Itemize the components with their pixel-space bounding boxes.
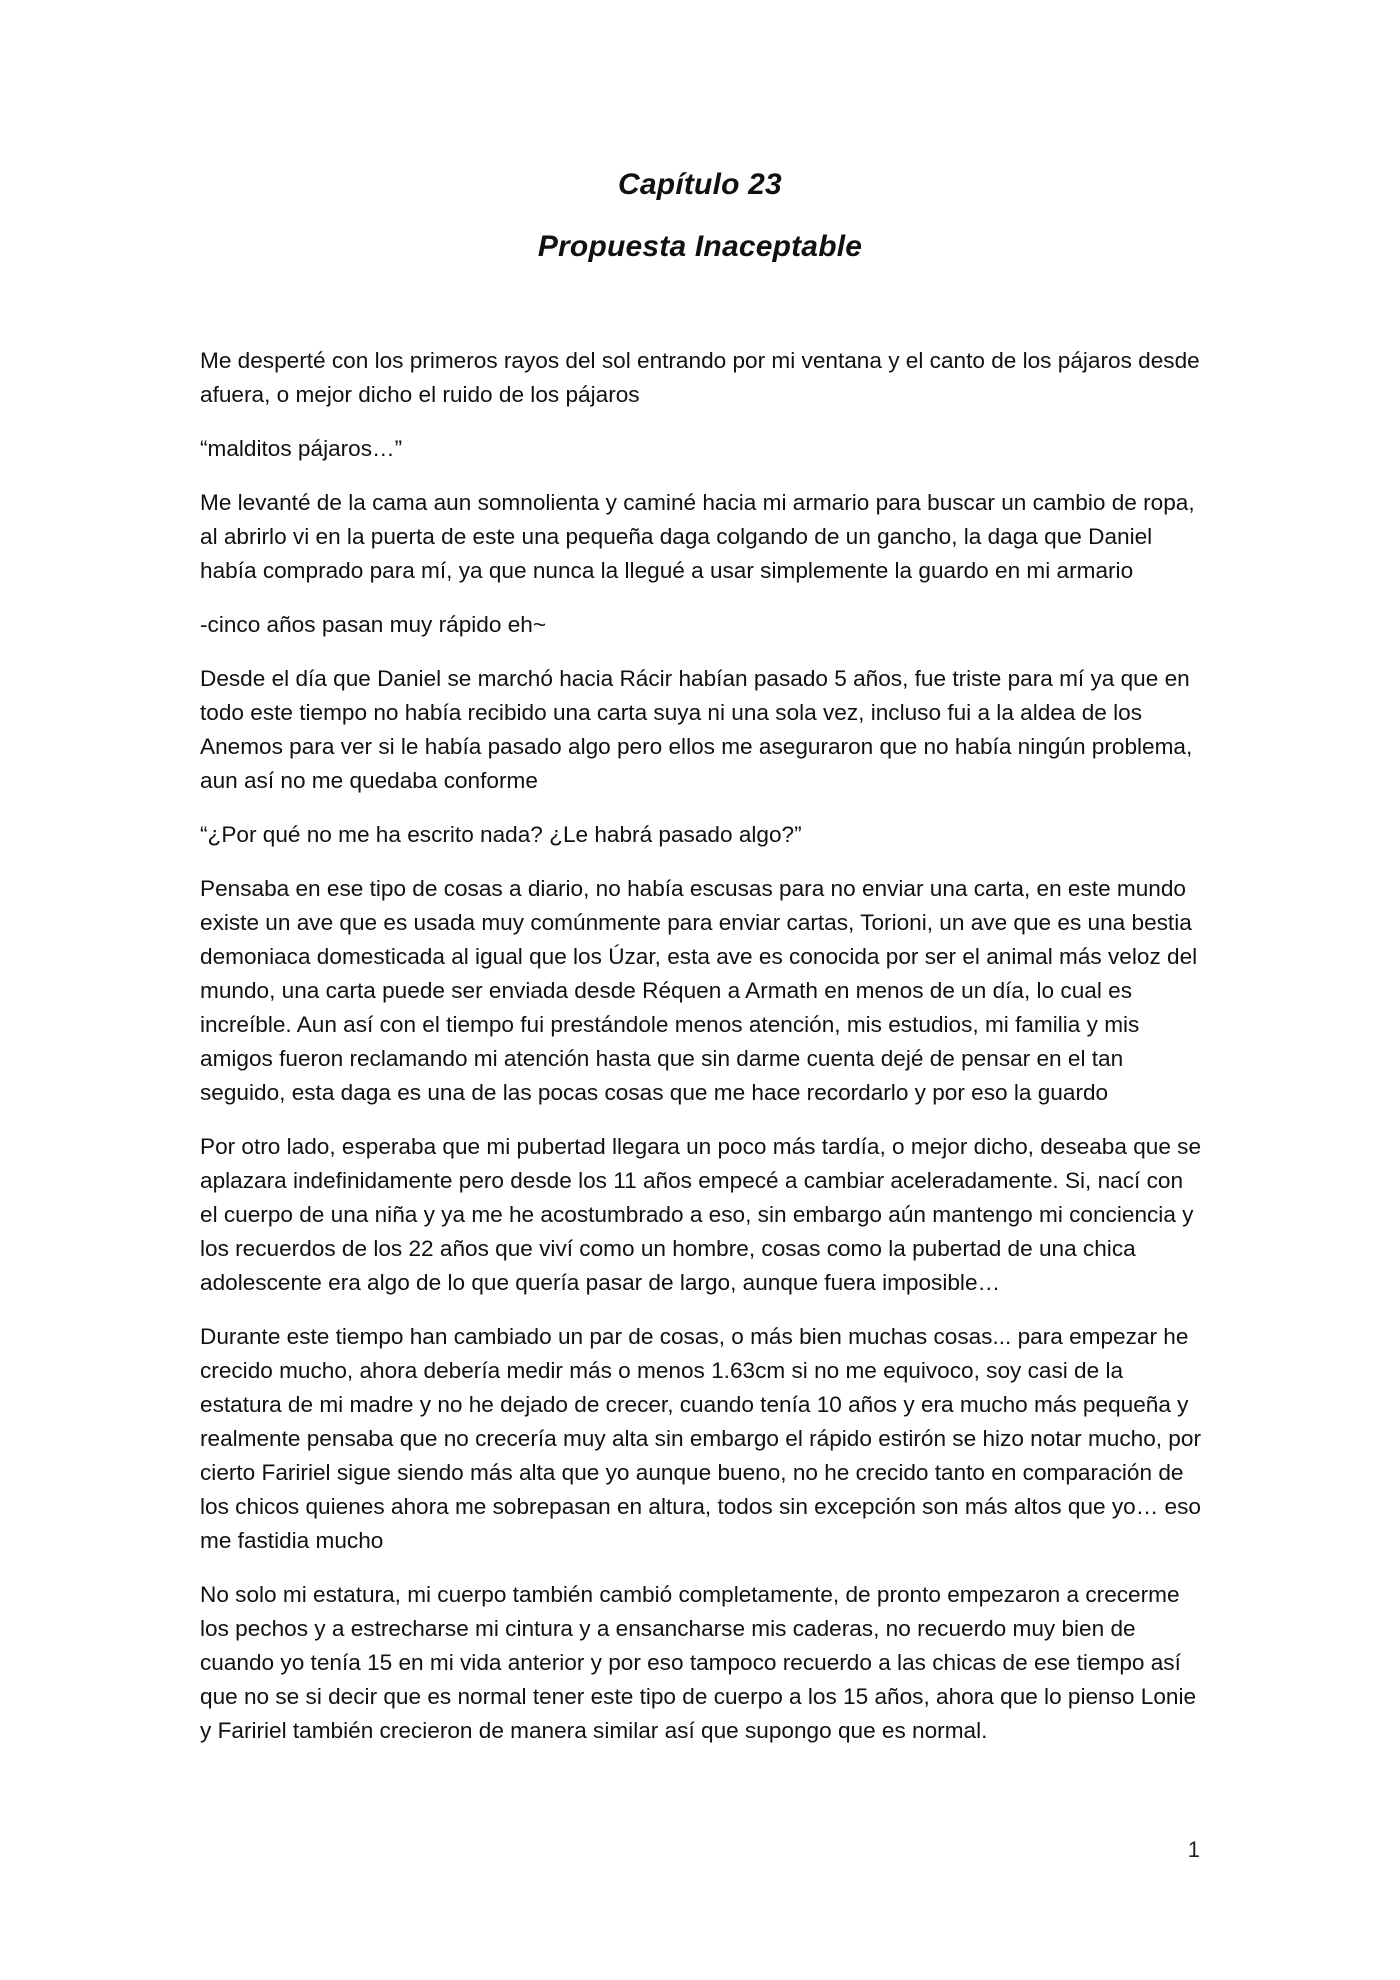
paragraph: Pensaba en ese tipo de cosas a diario, no había escusas para no enviar una carta, en este mundo existe un ave que es usada muy comúnmente para enviar cartas, Torioni, un ave que es una bestia demoniaca domesticada al igual que los Úzar, esta ave es conocida por ser el animal más veloz del mundo, una carta puede ser enviada desde Réquen a Armath en menos de un día, lo cual es increíble. Aun así con el tiempo fui prestándole menos atención, mis estudios, mi familia y mis amigos fueron reclamando mi atención hasta que sin darme cuenta dejé de pensar en el tan seguido, esta daga es una de las pocas cosas que me hace recordarlo y por eso la guardo: [200, 876, 1198, 1105]
chapter-heading: Capítulo 23: [618, 168, 782, 201]
paragraph: Desde el día que Daniel se marchó hacia Rácir habían pasado 5 años, fue triste para mí ya que en todo este tiempo no había recibido una carta suya ni una sola vez, incluso fui a la aldea de los Anemos para ver si le había pasado algo pero ellos me aseguraron que no había ningún problema, aun así no me quedaba conforme: [200, 666, 1193, 793]
paragraph: No solo mi estatura, mi cuerpo también cambió completamente, de pronto empezaron a crecerme los pechos y a estrecharse mi cintura y a ensancharse mis caderas, no recuerdo muy bien de cuando yo tenía 15 en mi vida anterior y por eso tampoco recuerdo a las chicas de ese tiempo así que no se si decir que es normal tener este tipo de cuerpo a los 15 años, ahora que lo pienso Lonie y Faririel también crecieron de manera similar así que supongo que es normal.: [200, 1582, 1197, 1743]
chapter-title: Propuesta Inaceptable: [537, 230, 863, 263]
paragraph: -cinco años pasan muy rápido eh~: [200, 612, 547, 637]
paragraph: Por otro lado, esperaba que mi pubertad llegara un poco más tardía, o mejor dicho, deseaba que se aplazara indefinidamente pero desde los 11 años empecé a cambiar aceleradamente. Si, nací con el cuerpo de una niña y ya me he acostumbrado a eso, sin embargo aún mantengo mi conciencia y los recuerdos de los 22 años que viví como un hombre, cosas como la pubertad de una chica adolescente era algo de lo que quería pasar de largo, aunque fuera imposible…: [200, 1134, 1202, 1295]
paragraph: “malditos pájaros…”: [200, 436, 403, 461]
paragraph: Durante este tiempo han cambiado un par de cosas, o más bien muchas cosas... para empezar he crecido mucho, ahora debería medir más o menos 1.63cm si no me equivoco, soy casi de la estatura de mi madre y no he dejado de crecer, cuando tenía 10 años y era mucho más pequeña y realmente pensaba que no crecería muy alta sin embargo el rápido estirón se hizo notar mucho, por cierto Faririel sigue siendo más alta que yo aunque bueno, no he crecido tanto en comparación de los chicos quienes ahora me sobrepasan en altura, todos sin excepción son más altos que yo… eso me fastidia mucho: [200, 1324, 1201, 1553]
page-number: 1: [1187, 1837, 1200, 1862]
paragraph: Me desperté con los primeros rayos del sol entrando por mi ventana y el canto de los pájaros desde afuera, o mejor dicho el ruido de los pájaros: [200, 348, 1200, 407]
body-text: [200, 344, 1205, 1768]
paragraph: Me levanté de la cama aun somnolienta y caminé hacia mi armario para buscar un cambio de ropa, al abrirlo vi en la puerta de este una pequeña daga colgando de un gancho, la daga que Daniel había comprado para mí, ya que nunca la llegué a usar simplemente la guardo en mi armario: [200, 490, 1195, 583]
paragraph: “¿Por qué no me ha escrito nada? ¿Le habrá pasado algo?”: [200, 822, 802, 847]
